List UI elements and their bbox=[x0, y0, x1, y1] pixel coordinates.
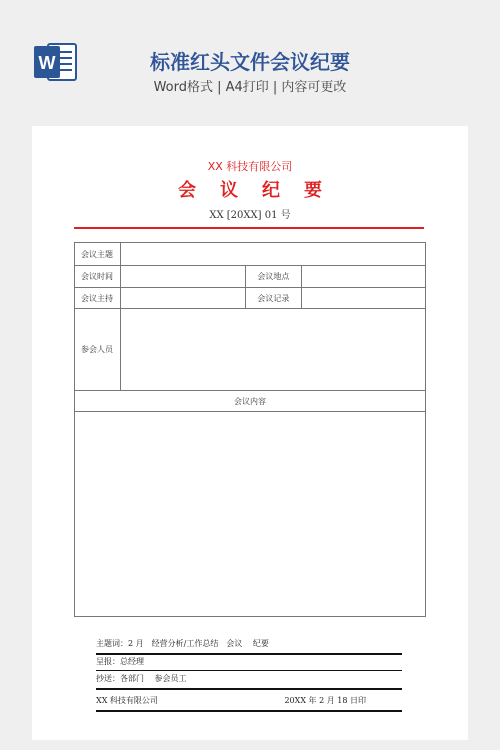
recorder-field[interactable] bbox=[302, 288, 426, 309]
content-field[interactable] bbox=[75, 412, 426, 617]
document-number: XX [20XX] 01 号 bbox=[209, 210, 291, 221]
company-name: XX 科技有限公司 bbox=[207, 160, 293, 173]
svg-text:W: W bbox=[38, 53, 56, 73]
location-field[interactable] bbox=[302, 266, 426, 288]
footer-print-date: 20XX 年 2 月 18 日印 bbox=[284, 696, 366, 705]
promo-header bbox=[0, 0, 500, 120]
footer-report: 呈报：总经理 bbox=[96, 657, 144, 666]
location-label: 会议地点 bbox=[245, 266, 302, 288]
footer-company: XX 科技有限公司 bbox=[96, 696, 158, 705]
document-page bbox=[32, 126, 468, 740]
footer-keywords: 主题词：2 月 经营分析/工作总结 会议 纪要 bbox=[96, 639, 269, 648]
title-char: 会 bbox=[178, 180, 196, 201]
red-divider bbox=[74, 227, 424, 229]
footer-issuer-row bbox=[96, 693, 402, 709]
recorder-label: 会议记录 bbox=[245, 288, 302, 309]
host-field[interactable] bbox=[120, 288, 245, 309]
title-char: 议 bbox=[220, 180, 238, 201]
footer-cc: 抄送：各部门 参会员工 bbox=[96, 674, 187, 683]
meeting-form-table bbox=[74, 242, 426, 617]
time-label: 会议时间 bbox=[75, 266, 121, 288]
attendees-label: 参会人员 bbox=[75, 309, 121, 391]
content-label: 会议内容 bbox=[75, 391, 426, 412]
title-char: 纪 bbox=[262, 180, 280, 201]
page-subtitle: Word格式 | A4打印 | 内容可更改 bbox=[153, 80, 347, 95]
topic-field[interactable] bbox=[120, 243, 425, 266]
host-label: 会议主持 bbox=[75, 288, 121, 309]
title-char: 要 bbox=[304, 180, 322, 201]
document-title bbox=[32, 176, 468, 202]
time-field[interactable] bbox=[120, 266, 245, 288]
page-title: 标准红头文件会议纪要 bbox=[150, 50, 350, 74]
footer-rule bbox=[96, 688, 402, 690]
footer-rule bbox=[96, 710, 402, 712]
topic-label: 会议主题 bbox=[75, 243, 121, 266]
attendees-field[interactable] bbox=[120, 309, 425, 391]
